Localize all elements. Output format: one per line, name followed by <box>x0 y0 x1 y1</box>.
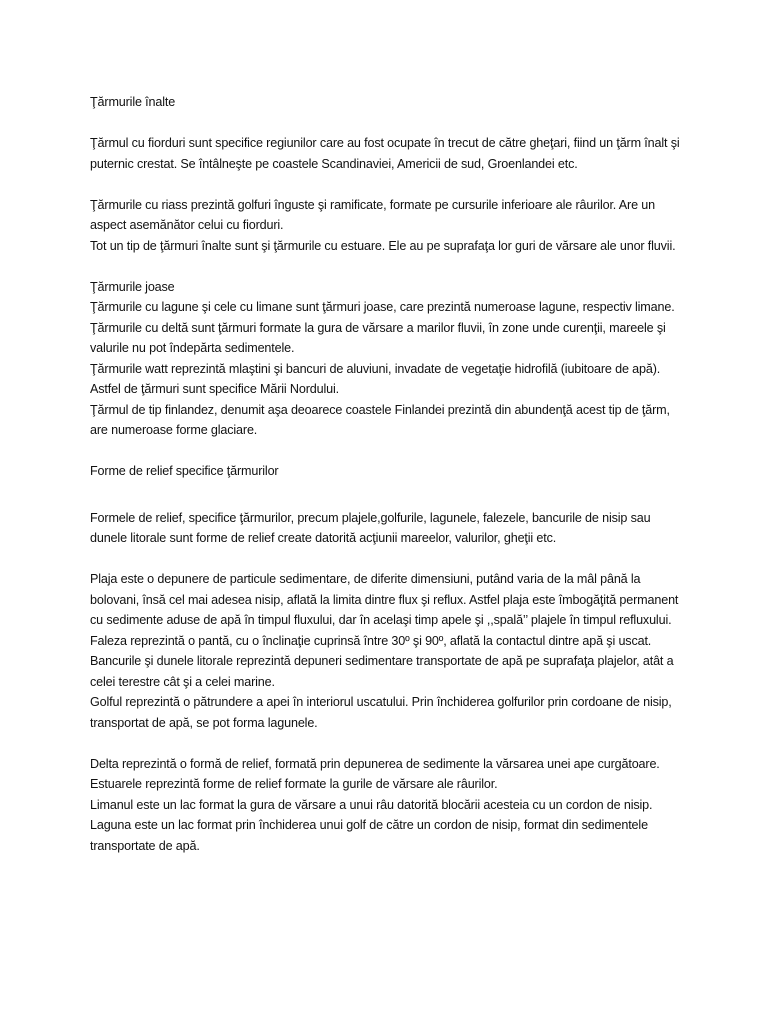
paragraph: Golful reprezintă o pătrundere a apei în interiorul uscatului. Prin închiderea golfurilor prin cordoane de nisip, transportat de apă, se pot forma lagunele. <box>90 695 672 730</box>
paragraph: Ţărmurile cu lagune şi cele cu limane sunt ţărmuri joase, care prezintă numeroase lagune, respectiv limane. <box>90 300 675 314</box>
paragraph: Bancurile şi dunele litorale reprezintă depuneri sedimentare transportate de apă pe suprafaţa plajelor, atât a celei terestre cât şi a celei marine. <box>90 654 674 689</box>
paragraph: Ţărmul de tip finlandez, denumit aşa deoarece coastele Finlandei prezintă din abundenţă acest tip de ţărm, are numeroase forme glaciare. <box>90 402 670 437</box>
paragraph: Tot un tip de ţărmuri înalte sunt şi ţărmurile cu estuare. Ele au pe suprafaţa lor guri de vărsare ale unor fluvii. <box>90 238 676 253</box>
paragraph: Faleza reprezintă o pantă, cu o înclinaţie cuprinsă între 30º şi 90º, aflată la contactul dintre apă şi uscat. <box>90 633 652 648</box>
spacer <box>90 482 690 508</box>
spacer <box>90 174 690 195</box>
spacer <box>90 441 690 462</box>
paragraph: Limanul este un lac format la gura de vărsare a unui râu datorită blocării acesteia cu un cordon de nisip. <box>90 797 653 812</box>
section-heading-low-shores: Ţărmurile joase <box>90 279 175 294</box>
spacer <box>90 113 690 134</box>
spacer <box>90 549 690 570</box>
document-page <box>90 92 690 856</box>
paragraph: Ţărmurile watt reprezintă mlaştini şi bancuri de aluviuni, invadate de vegetaţie hidrofilă (iubitoare de apă). Astfel de ţărmuri sunt specifice Mării Nordului. <box>90 361 661 396</box>
paragraph: Delta reprezintă o formă de relief, formată prin depunerea de sedimente la vărsarea unei ape curgătoare. <box>90 756 660 771</box>
spacer <box>90 256 690 277</box>
paragraph: Ţărmul cu fiorduri sunt specifice regiunilor care au fost ocupate în trecut de către gheţari, fiind un ţărm înalt şi puternic crestat. Se întâlneşte pe coastele Scandinaviei, Americii de sud, Groenlandei etc. <box>90 136 680 171</box>
section-heading-relief-forms: Forme de relief specifice ţărmurilor <box>90 464 279 478</box>
spacer <box>90 733 690 754</box>
section-heading-high-shores: Ţărmurile înalte <box>90 95 176 109</box>
paragraph: Estuarele reprezintă forme de relief formate la gurile de vărsare ale râurilor. <box>90 777 498 791</box>
paragraph: Laguna este un lac format prin închiderea unui golf de către un cordon de nisip, format din sedimentele transportate de apă. <box>90 818 648 853</box>
paragraph: Ţărmurile cu deltă sunt ţărmuri formate la gura de vărsare a marilor fluvii, în zone unde curenţii, mareele şi valurile nu pot îndepărta sedimentele. <box>90 320 666 355</box>
paragraph: Plaja este o depunere de particule sedimentare, de diferite dimensiuni, putând varia de la mâl până la bolovani, însă cel mai adesea nisip, aflată la limita dintre flux şi reflux. Astfel plaja este îmbogăţită permanent cu sedimente aduse de apă în timpul fluxului, dar în acelaşi timp apele şi ,,spală’’ plajele în timpul refluxului. <box>90 572 679 627</box>
paragraph: Formele de relief, specifice ţărmurilor, precum plajele,golfurile, lagunele, falezele, bancurile de nisip sau dunele litorale sunt forme de relief create datorită acţiunii mareelor, valurilor, gheţii etc. <box>90 510 651 545</box>
paragraph: Ţărmurile cu riass prezintă golfuri înguste şi ramificate, formate pe cursurile inferioare ale râurilor. Are un aspect asemănător celui cu fiorduri. <box>90 197 656 232</box>
